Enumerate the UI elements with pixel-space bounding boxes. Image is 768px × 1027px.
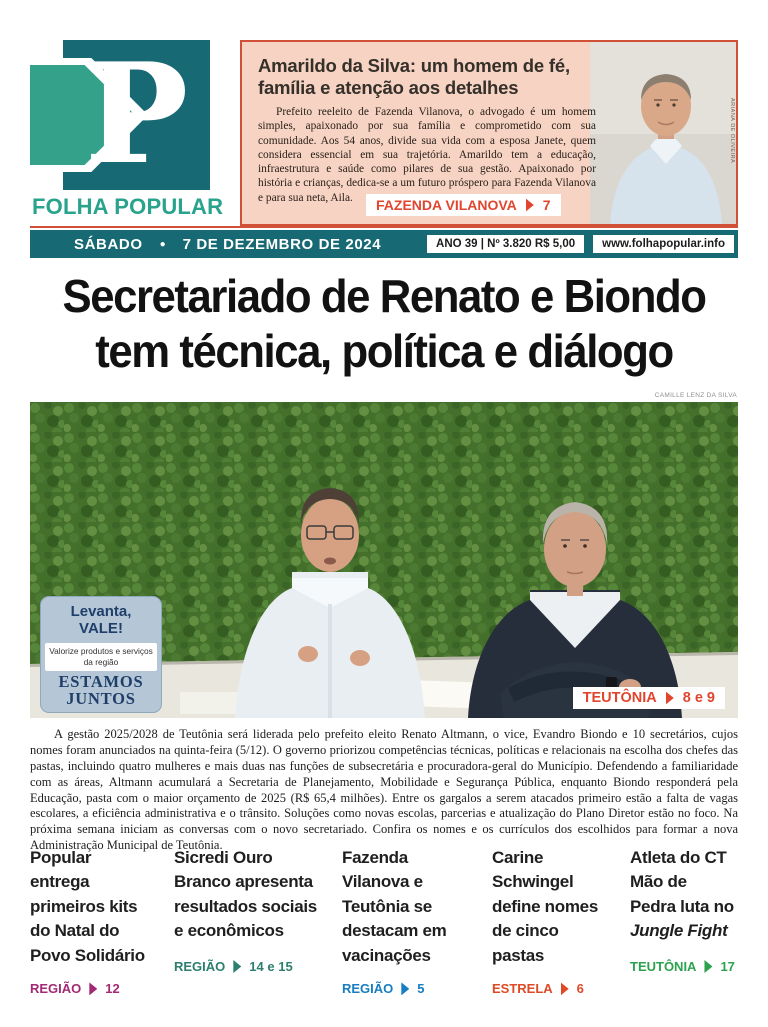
teaser-section-tag: [174, 959, 322, 974]
ad-subtitle: Valorize produtos e serviços da região: [45, 643, 157, 671]
page-arrow-icon: [561, 982, 569, 995]
teaser-headline: [630, 846, 736, 946]
ad-title-line2: VALE!: [79, 619, 123, 637]
lead-photo: [30, 402, 738, 718]
section-label: REGIÃO: [174, 959, 226, 974]
page-number: 14 e 15: [249, 959, 293, 974]
top-story-photo-credit: ARIANA DE OLIVEIRA: [729, 98, 735, 164]
edition-info: ANO 39 | Nº 3.820 R$ 5,00: [427, 235, 584, 253]
portrait-illustration: [590, 42, 736, 224]
teaser-headline: Fazenda Vilanova e Teutônia se destacam em vacinações: [342, 848, 447, 965]
ad-slogan: ESTAMOS JUNTOS: [58, 671, 144, 709]
newspaper-logo: [30, 34, 236, 224]
newspaper-name: FOLHA POPULAR: [32, 194, 224, 219]
top-story-headline: Amarildo da Silva: um homem de fé, família e atenção aos detalhes: [258, 55, 570, 98]
page-arrow-icon: [666, 692, 674, 705]
dateline-bar: [30, 230, 738, 258]
lead-body-text: A gestão 2025/2028 de Teutônia será liderada pelo prefeito eleito Renato Altmann, o vice, Evandro Biondo e 10 secretários, cujos nomes foram anunciados na quinta-feira (5/12). O governo priorizou competências técnicas, políticas e relacionais na escolha dos chefes das pastas, incluindo quatro mulheres e mais duas nas funções de subsecretária e procuradora-geral do Município. Defendendo a familiaridade com as áreas, Altmann acumulará a Secretaria de Planejamento, Mobilidade e Segurança Pública, enquanto Biondo responderá pela Educação, pasta com o maior orçamento de 2025 (R$ 65,4 milhões). Entre os gargalos a serem atacados primeiro estão a falta de vagas escolares, a eficiência administrativa e o trânsito. Soluções como novas escolas, parcerias e atualização do Plano Diretor estão no foco. Na próxima semana iniciam as conversas com o novo secretariado. Confira os nomes e os currículos dos escolhidos para formar a nova Administração Municipal de Teutônia.: [30, 727, 738, 853]
section-label: TEUTÔNIA: [630, 959, 697, 974]
header-divider: [30, 226, 738, 228]
section-label: ESTRELA: [492, 981, 553, 997]
page-arrow-icon: [89, 982, 97, 995]
page-number: 12: [105, 981, 120, 997]
teaser-row: [30, 846, 738, 996]
page-arrow-icon: [401, 982, 409, 995]
section-label: FAZENDA VILANOVA: [376, 197, 517, 213]
teaser-headline: Sicredi Ouro Branco apresenta resultados sociais e econômicos: [174, 848, 317, 941]
page-arrow-icon: [233, 960, 241, 973]
page-arrow-icon: [704, 960, 712, 973]
teaser-headline: Carine Schwingel define nomes de cinco pastas: [492, 848, 598, 965]
lead-photo-credit: CAMILLE LENZ DA SILVA: [654, 392, 737, 399]
page-number: 8 e 9: [682, 690, 715, 706]
lead-headline-line1: Secretariado de Renato e Biondo: [62, 270, 706, 322]
teaser-item: [342, 846, 472, 996]
logo-letter: P: [84, 32, 189, 195]
lead-headline: [0, 269, 768, 378]
ad-title: [41, 597, 161, 641]
bullet-icon: ●: [159, 238, 166, 250]
top-story-photo: [590, 42, 736, 224]
top-story-section-tag: [366, 194, 561, 216]
page-number: 7: [542, 197, 551, 213]
ad-title-line1: Levanta,: [70, 603, 132, 620]
website-url: www.folhapopular.info: [593, 235, 734, 253]
weekday: SÁBADO: [74, 235, 143, 253]
page-arrow-icon: [526, 199, 534, 212]
teaser-item: [492, 846, 610, 996]
teaser-section-tag: [630, 959, 736, 974]
teaser-item: [30, 846, 154, 996]
top-story-body: Prefeito reeleito de Fazenda Vilanova, o advogado é um homem simples, apaixonado por sua família e comprometido com sua comunidade. Aos 54 anos, divide sua vida com a esposa Janete, quem considera essencial em sua trajetória. Amarildo tem a educação, infraestrutura e saúde como pilares de sua gestão. Apaixonado por história e crianças, dedica-se a um futuro próspero para Fazenda Vilanova e para sua neta, Aila.: [258, 106, 596, 204]
page-number: 5: [417, 981, 425, 997]
page-number: 17: [720, 959, 735, 974]
teaser-section-tag: [342, 981, 472, 996]
teaser-headline: Popular entrega primeiros kits do Natal do Povo Solidário: [30, 848, 145, 965]
teaser-section-tag: [492, 981, 610, 996]
section-label: REGIÃO: [342, 981, 394, 997]
section-label: TEUTÔNIA: [582, 690, 657, 706]
section-label: REGIÃO: [30, 981, 82, 997]
top-story-box: [240, 40, 738, 226]
page-number: 6: [576, 981, 584, 997]
photo-ad-overlay: [40, 596, 162, 713]
teaser-headline-text: Atleta do CT Mão de Pedra luta no: [630, 848, 734, 916]
lead-headline-line2: tem técnica, política e diálogo: [95, 324, 673, 377]
lead-section-tag: [573, 687, 725, 709]
teaser-item: [630, 846, 736, 996]
teaser-headline-italic: Jungle Fight: [630, 921, 728, 941]
teaser-section-tag: [30, 981, 154, 996]
date: 7 DE DEZEMBRO DE 2024: [182, 235, 382, 253]
teaser-item: [174, 846, 322, 996]
